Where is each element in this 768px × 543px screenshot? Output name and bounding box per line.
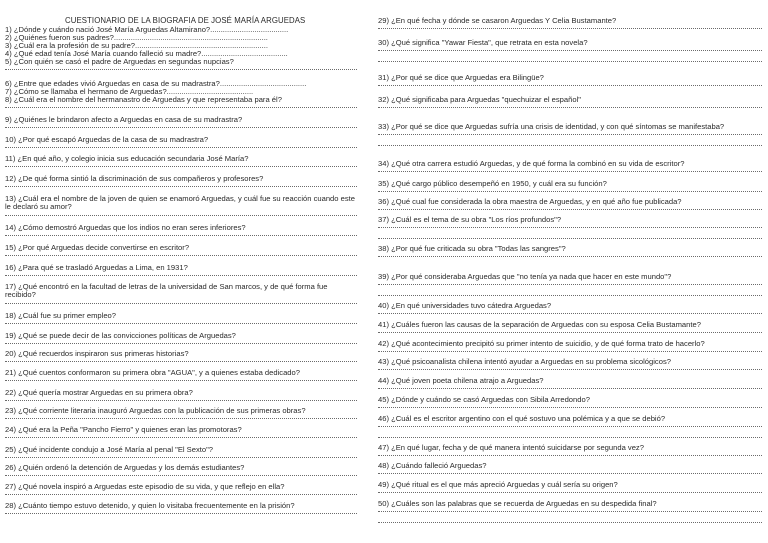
question-text: 46) ¿Cuál es el escritor argentino con el qué sostuvo una polémica y a que se debió? [378,414,666,423]
question-text: 4) ¿Qué edad tenía José María cuando falleció su madre?......................................... [5,49,288,58]
question-26 [5,464,357,476]
question-text: 26) ¿Quién ordenó la detención de Arguedas y los demás estudiantes? [5,463,245,472]
question-14 [5,224,357,236]
question-text: 24) ¿Qué era la Peña "Pancho Fierro" y quienes eran las promotoras? [5,425,242,434]
question-text: 16) ¿Para qué se trasladó Arguedas a Lima, en 1931? [5,263,188,272]
answer-line [378,492,762,493]
question-41 [378,321,762,333]
question-50 [378,500,762,523]
question-text: 28) ¿Cuánto tiempo estuvo detenido, y quien lo visitaba frecuentemente en la prisión? [5,501,295,510]
answer-line [378,284,762,285]
question-text: 9) ¿Quiénes le brindaron afecto a Arguedas en casa de su madrastra? [5,115,243,124]
answer-line [5,437,357,438]
answer-line [5,235,357,236]
question-37 [378,216,762,239]
answer-line [378,256,762,257]
question-text: 13) ¿Cuál era el nombre de la joven de quien se enamoró Arguedas, y cuál fue su reacción cuando este le declaró su amor? [5,194,355,212]
question-text: 2) ¿Quiénes fueron sus padres?......................................................................... [5,33,268,42]
answer-line [5,215,357,216]
answer-line [378,227,762,228]
question-13 [5,195,357,216]
question-31 [378,74,762,86]
question-text: 31) ¿Por qué se dice que Arguedas era Bilingüe? [378,73,544,82]
answer-line [378,209,762,210]
answer-line [378,50,762,51]
question-42 [378,340,762,352]
question-36 [378,198,762,210]
answer-line [378,85,762,86]
question-text: 21) ¿Qué cuentos conformaron su primera obra "AGUA", y a quienes estaba dedicado? [5,368,300,377]
question-28 [5,502,357,514]
question-49 [378,481,762,493]
question-text: 30) ¿Qué significa "Yawar Fiesta", que retrata en esta novela? [378,38,588,47]
answer-line [5,400,357,401]
question-40 [378,302,762,314]
question-text: 42) ¿Qué acontecimiento precipitó su primer intento de suicidio, y de qué forma trato de hacerlo? [378,339,705,348]
answer-line [378,455,762,456]
question-text: 29) ¿En qué fecha y dónde se casaron Arguedas Y Celia Bustamante? [378,16,617,25]
question-25 [5,446,357,458]
answer-line [5,186,357,187]
question-24 [5,426,357,438]
question-text: 19) ¿Qué se puede decir de las convicciones políticas de Arguedas? [5,331,236,340]
answer-line [5,255,357,256]
question-9 [5,116,357,128]
question-text: 48) ¿Cuándo falleció Arguedas? [378,461,487,470]
question-text: 37) ¿Cuál es el tema de su obra "Los ríos profundos"? [378,215,562,224]
answer-line [378,145,762,146]
answer-line [5,147,357,148]
question-text: 14) ¿Cómo demostró Arguedas que los indios no eran seres inferiores? [5,223,246,232]
question-18 [5,312,357,324]
answer-line [378,171,762,172]
answer-line [378,61,762,62]
question-48 [378,462,762,474]
answer-line [5,513,357,514]
question-text: 32) ¿Qué significaba para Arguedas "quechuizar el español" [378,95,581,104]
question-text: 43) ¿Qué psicoanalista chilena intentó ayudar a Arguedas en su problema sicológicos? [378,357,671,366]
question-43 [378,358,762,370]
question-text: 6) ¿Entre que edades vivió Arguedas en casa de su madrastra?......................................... [5,79,307,88]
answer-line [378,351,762,352]
answer-line [378,295,762,296]
question-29 [378,17,762,29]
answer-line [5,475,357,476]
question-33 [378,123,762,146]
question-32 [378,96,762,108]
answer-line [5,380,357,381]
question-text: 27) ¿Qué novela inspiró a Arguedas este episodio de su vida, y que reflejo en ella? [5,482,285,491]
answer-line [5,166,357,167]
question-text: 36) ¿Qué cual fue considerada la obra maestra de Arguedas, y en qué año fue publicada? [378,197,682,206]
answer-line [378,28,762,29]
answer-line [5,457,357,458]
answer-line [5,275,357,276]
question-text: 22) ¿Qué quería mostrar Arguedas en su primera obra? [5,388,193,397]
question-text: 25) ¿Qué incidente condujo a José María al penal "El Sexto"? [5,445,214,454]
answer-line [378,437,762,438]
question-35 [378,180,762,192]
answer-line [378,426,762,427]
question-text: 11) ¿En qué año, y colegio inicia sus educación secundaria José María? [5,154,249,163]
answer-line [5,69,357,70]
question-text: 34) ¿Qué otra carrera estudió Arguedas, y de qué forma la combinó en su vida de escritor? [378,159,685,168]
question-16 [5,264,357,276]
question-47 [378,444,762,456]
answer-line [378,191,762,192]
question-text: 10) ¿Por qué escapó Arguedas de la casa de su madrastra? [5,135,209,144]
question-30 [378,39,762,62]
question-21 [5,369,357,381]
question-17 [5,283,357,304]
answer-line [378,522,762,523]
answer-line [378,332,762,333]
answer-line [5,127,357,128]
question-46 [378,415,762,438]
question-12 [5,175,357,187]
page-title: CUESTIONARIO DE LA BIOGRAFIA DE JOSÉ MARÍA ARGUEDAS [65,16,306,25]
question-text: 40) ¿En qué universidades tuvo cátedra Arguedas? [378,301,552,310]
question-45 [378,396,762,408]
question-text: 39) ¿Por qué consideraba Arguedas que "no tenía ya nada que hacer en este mundo"? [378,272,672,281]
question-text: 44) ¿Qué joven poeta chilena atrajo a Arguedas? [378,376,544,385]
answer-line [378,388,762,389]
answer-line [5,494,357,495]
question-text: 15) ¿Por qué Arguedas decide convertirse en escritor? [5,243,190,252]
question-text: 47) ¿En qué lugar, fecha y de qué manera intentó suicidarse por segunda vez? [378,443,644,452]
question-8 [5,96,357,108]
question-text: 1) ¿Dónde y cuándo nació José María Arguedas Altamirano?..................................... [5,25,289,34]
question-text: 18) ¿Cuál fue su primer empleo? [5,311,117,320]
question-text: 7) ¿Cómo se llamaba el hermano de Arguedas?......................................... [5,87,254,96]
question-27 [5,483,357,495]
question-text: 35) ¿Qué cargo público desempeñó en 1950, y cuál era su función? [378,179,607,188]
question-text: 12) ¿De qué forma sintió la discriminación de sus compañeros y profesores? [5,174,264,183]
answer-line [5,303,357,304]
question-text: 20) ¿Qué recuerdos inspiraron sus primeras historias? [5,349,189,358]
question-38 [378,245,762,257]
question-5 [5,58,357,70]
question-15 [5,244,357,256]
question-text: 38) ¿Por qué fue criticada su obra "Todas las sangres"? [378,244,566,253]
question-text: 3) ¿Cuál era la profesión de su padre?............................................................... [5,41,268,50]
answer-line [5,361,357,362]
question-34 [378,160,762,172]
answer-line [378,407,762,408]
answer-line [378,313,762,314]
question-44 [378,377,762,389]
question-22 [5,389,357,401]
answer-line [378,511,762,512]
question-10 [5,136,357,148]
question-39 [378,273,762,296]
answer-line [378,473,762,474]
answer-line [378,369,762,370]
answer-line [378,107,762,108]
answer-line [5,107,357,108]
question-text: 45) ¿Dónde y cuándo se casó Arguedas con Sibila Arredondo? [378,395,590,404]
answer-line [378,238,762,239]
question-20 [5,350,357,362]
answer-line [5,323,357,324]
question-text: 8) ¿Cuál era el nombre del hermanastro de Arguedas y que representaba para él? [5,95,282,104]
answer-line [5,418,357,419]
question-text: 49) ¿Qué ritual es el que más apreció Arguedas y cuál sería su origen? [378,480,618,489]
question-11 [5,155,357,167]
question-text: 5) ¿Con quién se casó el padre de Arguedas en segundas nupcias? [5,57,234,66]
question-text: 17) ¿Qué encontró en la facultad de letras de la universidad de San marcos, y de qué forma fue recibido? [5,282,328,300]
answer-line [5,343,357,344]
question-text: 33) ¿Por qué se dice que Arguedas sufría una crisis de identidad, y con qué síntomas se manifestaba? [378,122,725,131]
question-text: 23) ¿Qué corriente literaria inauguró Arguedas con la publicación de sus primeras obras? [5,406,306,415]
answer-line [378,134,762,135]
question-text: 50) ¿Cuáles son las palabras que se recuerda de Arguedas en su despedida final? [378,499,657,508]
question-19 [5,332,357,344]
question-text: 41) ¿Cuáles fueron las causas de la separación de Arguedas con su esposa Celia Bustamante? [378,320,701,329]
question-23 [5,407,357,419]
